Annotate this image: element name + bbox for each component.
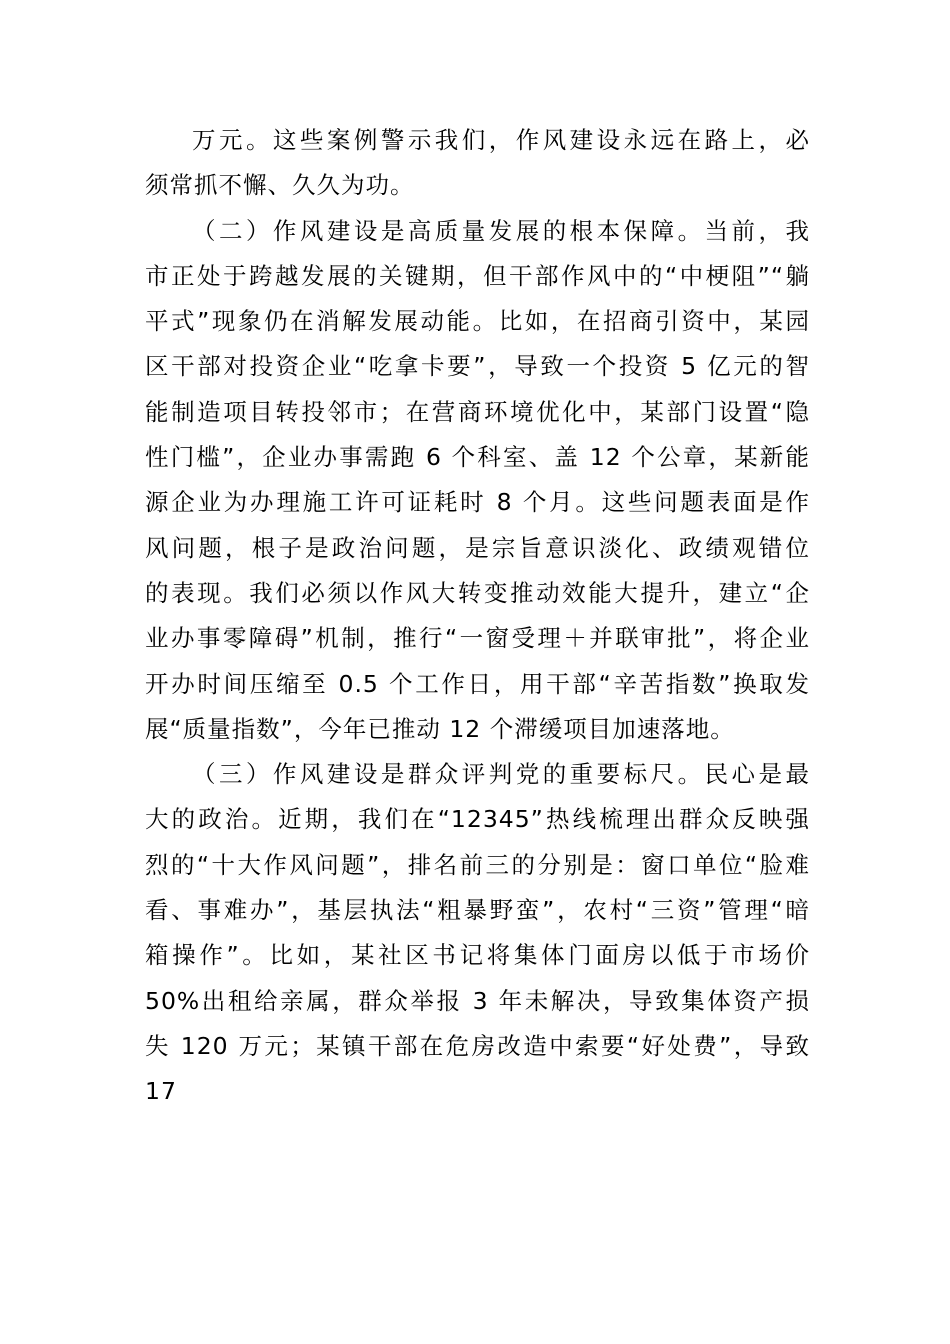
text-line: （三）作风建设是群众评判党的重要标尺。民心是最 xyxy=(192,760,810,789)
text-line: 50%出租给亲属，群众举报 3 年未解决，导致集体资产损 xyxy=(145,986,810,1015)
text-line: 源企业为办理施工许可证耗时 8 个月。这些问题表面是作 xyxy=(145,488,810,517)
text-line: 区干部对投资企业“吃拿卡要”，导致一个投资 5 亿元的智 xyxy=(145,352,810,381)
text-line: 业办事零障碍”机制，推行“一窗受理＋并联审批”，将企业 xyxy=(145,624,810,653)
text-line: 市正处于跨越发展的关键期，但干部作风中的“中梗阻”“躺 xyxy=(145,261,810,290)
text-line: 性门槛”，企业办事需跑 6 个科室、盖 12 个公章，某新能 xyxy=(145,443,810,472)
text-line: 看、事难办”，基层执法“粗暴野蛮”，农村“三资”管理“暗 xyxy=(145,896,810,925)
text-line: 风问题，根子是政治问题，是宗旨意识淡化、政绩观错位 xyxy=(145,533,810,562)
text-line: 开办时间压缩至 0.5 个工作日，用干部“辛苦指数”换取发 xyxy=(145,669,810,698)
text-line: 箱操作”。比如，某社区书记将集体门面房以低于市场价 xyxy=(145,941,810,970)
text-line: 的表现。我们必须以作风大转变推动效能大提升，建立“企 xyxy=(145,578,810,607)
text-line: 展“质量指数”，今年已推动 12 个滞缓项目加速落地。 xyxy=(145,714,735,743)
text-line: 能制造项目转投邻市；在营商环境优化中，某部门设置“隐 xyxy=(145,397,810,426)
text-line: 17 xyxy=(145,1077,177,1106)
text-line: 平式”现象仍在消解发展动能。比如，在招商引资中，某园 xyxy=(145,307,810,336)
text-line: 万元。这些案例警示我们，作风建设永远在路上，必 xyxy=(192,126,810,154)
text-line: 失 120 万元；某镇干部在危房改造中索要“好处费”，导致 xyxy=(145,1031,810,1060)
text-line: 大的政治。近期，我们在“12345”热线梳理出群众反映强 xyxy=(145,805,810,834)
text-line: 须常抓不懈、久久为功。 xyxy=(145,171,415,200)
body-text xyxy=(145,118,810,1115)
text-line: 烈的“十大作风问题”，排名前三的分别是：窗口单位“脸难 xyxy=(145,850,810,879)
text-line: （二）作风建设是高质量发展的根本保障。当前，我 xyxy=(192,216,810,245)
